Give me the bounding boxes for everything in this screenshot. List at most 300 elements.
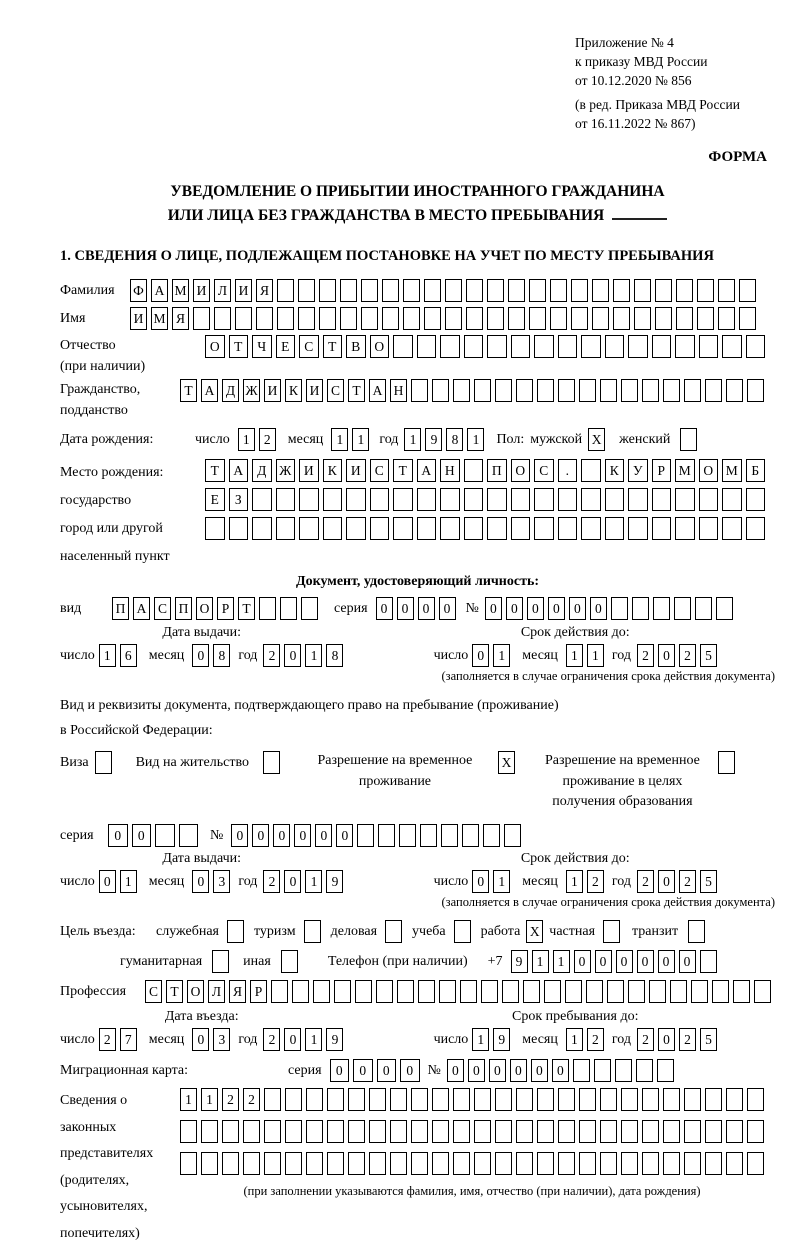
residence-expiry-year-box[interactable]: 2 [637, 870, 654, 893]
given-name-char-box[interactable] [424, 307, 441, 330]
representative-char-box[interactable] [558, 1120, 575, 1143]
entry-year-box[interactable]: 1 [305, 1028, 322, 1051]
birth-place-char-box[interactable] [628, 488, 648, 511]
birth-place-char-box[interactable] [487, 488, 507, 511]
birth-place-char-box[interactable] [511, 517, 531, 540]
surname-char-box[interactable] [382, 279, 399, 302]
profession-char-box[interactable] [376, 980, 393, 1003]
profession-char-box[interactable] [670, 980, 687, 1003]
representative-char-box[interactable] [600, 1120, 617, 1143]
birth-place-char-box[interactable]: У [628, 459, 648, 482]
representative-char-box[interactable] [537, 1120, 554, 1143]
entry-month-box[interactable]: 0 [192, 1028, 209, 1051]
citizenship-char-box[interactable] [516, 379, 533, 402]
birth-place-char-box[interactable] [252, 488, 272, 511]
doc-number-box[interactable] [716, 597, 733, 620]
birth-place-char-box[interactable]: С [534, 459, 554, 482]
given-name-char-box[interactable] [739, 307, 756, 330]
migration-series-box[interactable]: 0 [353, 1059, 373, 1082]
given-name-char-box[interactable] [676, 307, 693, 330]
migration-number-box[interactable]: 0 [489, 1059, 506, 1082]
residence-number-box[interactable]: 0 [336, 824, 353, 847]
given-name-char-box[interactable] [340, 307, 357, 330]
representative-char-box[interactable] [432, 1152, 449, 1175]
citizenship-char-box[interactable]: Т [180, 379, 197, 402]
citizenship-char-box[interactable]: Н [390, 379, 407, 402]
identity-issue-year-box[interactable]: 8 [326, 644, 343, 667]
birth-place-char-box[interactable] [346, 488, 366, 511]
representative-char-box[interactable] [726, 1152, 743, 1175]
birth-place-char-box[interactable] [628, 517, 648, 540]
profession-char-box[interactable] [481, 980, 498, 1003]
given-name-char-box[interactable] [361, 307, 378, 330]
representative-char-box[interactable] [684, 1152, 701, 1175]
surname-char-box[interactable] [592, 279, 609, 302]
given-name-char-box[interactable]: И [130, 307, 147, 330]
representative-char-box[interactable] [327, 1152, 344, 1175]
stay-month-box[interactable]: 1 [566, 1028, 583, 1051]
representative-char-box[interactable] [201, 1152, 218, 1175]
birth-place-char-box[interactable] [370, 517, 390, 540]
representative-char-box[interactable] [348, 1152, 365, 1175]
birth-place-char-box[interactable] [581, 488, 601, 511]
phone-digit-box[interactable]: 0 [658, 950, 675, 973]
residence-issue-year-box[interactable]: 9 [326, 870, 343, 893]
residence-issue-year-box[interactable]: 1 [305, 870, 322, 893]
migration-number-box[interactable] [573, 1059, 590, 1082]
citizenship-char-box[interactable] [453, 379, 470, 402]
birth-place-char-box[interactable] [722, 488, 742, 511]
representative-char-box[interactable] [453, 1152, 470, 1175]
purpose-transit-checkbox[interactable] [688, 920, 705, 943]
birth-place-char-box[interactable] [746, 488, 766, 511]
representative-char-box[interactable] [537, 1152, 554, 1175]
birth-place-char-box[interactable] [558, 517, 578, 540]
patronymic-char-box[interactable] [534, 335, 554, 358]
migration-series-box[interactable]: 0 [377, 1059, 397, 1082]
residence-number-box[interactable] [357, 824, 374, 847]
identity-expiry-year-box[interactable]: 2 [637, 644, 654, 667]
phone-digit-box[interactable]: 0 [637, 950, 654, 973]
birth-place-char-box[interactable] [299, 488, 319, 511]
birth-place-char-box[interactable] [323, 488, 343, 511]
residence-number-box[interactable] [504, 824, 521, 847]
patronymic-char-box[interactable]: В [346, 335, 366, 358]
profession-char-box[interactable] [334, 980, 351, 1003]
phone-digit-box[interactable]: 1 [553, 950, 570, 973]
patronymic-char-box[interactable] [722, 335, 742, 358]
purpose-work-checkbox[interactable]: X [526, 920, 543, 943]
birth-place-char-box[interactable]: Е [205, 488, 225, 511]
residence-number-box[interactable] [420, 824, 437, 847]
birth-place-char-box[interactable] [558, 488, 578, 511]
residence-number-box[interactable] [483, 824, 500, 847]
given-name-char-box[interactable] [634, 307, 651, 330]
birth-place-char-box[interactable]: М [722, 459, 742, 482]
representative-char-box[interactable] [327, 1088, 344, 1111]
patronymic-char-box[interactable] [699, 335, 719, 358]
identity-issue-year-box[interactable]: 2 [263, 644, 280, 667]
birth-place-char-box[interactable]: С [370, 459, 390, 482]
representative-char-box[interactable] [747, 1152, 764, 1175]
citizenship-char-box[interactable]: А [201, 379, 218, 402]
birth-place-char-box[interactable] [440, 488, 460, 511]
representative-char-box[interactable] [705, 1152, 722, 1175]
patronymic-char-box[interactable] [628, 335, 648, 358]
residence-expiry-year-box[interactable]: 5 [700, 870, 717, 893]
birth-day-box[interactable]: 2 [259, 428, 276, 451]
residence-number-box[interactable]: 0 [294, 824, 311, 847]
identity-issue-month-box[interactable]: 8 [213, 644, 230, 667]
birth-year-box[interactable]: 1 [404, 428, 421, 451]
surname-char-box[interactable]: И [193, 279, 210, 302]
migration-number-box[interactable] [594, 1059, 611, 1082]
citizenship-char-box[interactable]: Д [222, 379, 239, 402]
profession-char-box[interactable] [439, 980, 456, 1003]
identity-expiry-year-box[interactable]: 0 [658, 644, 675, 667]
representative-char-box[interactable] [537, 1088, 554, 1111]
representative-char-box[interactable] [285, 1088, 302, 1111]
given-name-char-box[interactable] [487, 307, 504, 330]
representative-char-box[interactable] [222, 1120, 239, 1143]
representative-char-box[interactable] [684, 1088, 701, 1111]
citizenship-char-box[interactable]: К [285, 379, 302, 402]
surname-char-box[interactable] [319, 279, 336, 302]
entry-year-box[interactable]: 0 [284, 1028, 301, 1051]
patronymic-char-box[interactable] [558, 335, 578, 358]
birth-place-char-box[interactable] [229, 517, 249, 540]
temp-permit-checkbox[interactable]: X [498, 751, 515, 774]
entry-year-box[interactable]: 2 [263, 1028, 280, 1051]
representative-char-box[interactable] [642, 1152, 659, 1175]
given-name-char-box[interactable] [613, 307, 630, 330]
birth-place-char-box[interactable]: М [675, 459, 695, 482]
residence-number-box[interactable]: 0 [315, 824, 332, 847]
doc-kind-char-box[interactable] [259, 597, 276, 620]
identity-issue-year-box[interactable]: 1 [305, 644, 322, 667]
surname-char-box[interactable] [634, 279, 651, 302]
profession-char-box[interactable] [733, 980, 750, 1003]
doc-series-box[interactable]: 0 [418, 597, 435, 620]
residence-expiry-day-box[interactable]: 0 [472, 870, 489, 893]
identity-expiry-day-box[interactable]: 0 [472, 644, 489, 667]
profession-char-box[interactable] [292, 980, 309, 1003]
representative-char-box[interactable]: 1 [201, 1088, 218, 1111]
birth-place-char-box[interactable] [276, 517, 296, 540]
phone-digit-box[interactable]: 0 [679, 950, 696, 973]
patronymic-char-box[interactable] [487, 335, 507, 358]
citizenship-char-box[interactable] [432, 379, 449, 402]
representative-char-box[interactable] [432, 1120, 449, 1143]
edu-permit-checkbox[interactable] [718, 751, 735, 774]
given-name-char-box[interactable] [508, 307, 525, 330]
representative-char-box[interactable] [453, 1088, 470, 1111]
migration-number-box[interactable]: 0 [510, 1059, 527, 1082]
representative-char-box[interactable] [621, 1152, 638, 1175]
residence-issue-day-box[interactable]: 0 [99, 870, 116, 893]
migration-number-box[interactable]: 0 [531, 1059, 548, 1082]
representative-char-box[interactable] [684, 1120, 701, 1143]
profession-char-box[interactable] [607, 980, 624, 1003]
patronymic-char-box[interactable]: Е [276, 335, 296, 358]
given-name-char-box[interactable] [529, 307, 546, 330]
phone-digit-box[interactable] [700, 950, 717, 973]
birth-place-char-box[interactable]: Ж [276, 459, 296, 482]
sex-female-checkbox[interactable] [680, 428, 697, 451]
surname-char-box[interactable]: Л [214, 279, 231, 302]
birth-month-box[interactable]: 1 [352, 428, 369, 451]
representative-char-box[interactable] [201, 1120, 218, 1143]
profession-char-box[interactable]: Р [250, 980, 267, 1003]
representative-char-box[interactable] [306, 1088, 323, 1111]
entry-day-box[interactable]: 7 [120, 1028, 137, 1051]
identity-issue-month-box[interactable]: 0 [192, 644, 209, 667]
doc-number-box[interactable] [695, 597, 712, 620]
residence-number-box[interactable] [441, 824, 458, 847]
profession-char-box[interactable] [565, 980, 582, 1003]
representative-char-box[interactable] [411, 1152, 428, 1175]
migration-series-box[interactable]: 0 [330, 1059, 350, 1082]
birth-place-char-box[interactable] [346, 517, 366, 540]
residence-number-box[interactable] [378, 824, 395, 847]
purpose-official-checkbox[interactable] [227, 920, 244, 943]
birth-place-char-box[interactable] [417, 488, 437, 511]
representative-char-box[interactable] [369, 1120, 386, 1143]
profession-char-box[interactable] [691, 980, 708, 1003]
citizenship-char-box[interactable]: И [306, 379, 323, 402]
residence-number-box[interactable]: 0 [273, 824, 290, 847]
residence-number-box[interactable]: 0 [252, 824, 269, 847]
birth-place-char-box[interactable] [464, 459, 484, 482]
doc-kind-char-box[interactable]: А [133, 597, 150, 620]
patronymic-char-box[interactable] [746, 335, 766, 358]
representative-char-box[interactable] [600, 1152, 617, 1175]
representative-char-box[interactable] [264, 1120, 281, 1143]
representative-char-box[interactable] [369, 1088, 386, 1111]
residence-issue-year-box[interactable]: 0 [284, 870, 301, 893]
phone-digit-box[interactable]: 0 [595, 950, 612, 973]
surname-char-box[interactable] [361, 279, 378, 302]
surname-char-box[interactable] [697, 279, 714, 302]
representative-char-box[interactable] [411, 1120, 428, 1143]
representative-char-box[interactable]: 1 [180, 1088, 197, 1111]
birth-place-char-box[interactable]: К [605, 459, 625, 482]
patronymic-char-box[interactable] [464, 335, 484, 358]
patronymic-char-box[interactable] [581, 335, 601, 358]
birth-place-char-box[interactable] [746, 517, 766, 540]
residence-series-box[interactable]: 0 [108, 824, 128, 847]
patronymic-char-box[interactable]: С [299, 335, 319, 358]
given-name-char-box[interactable] [550, 307, 567, 330]
representative-char-box[interactable] [516, 1088, 533, 1111]
purpose-other-checkbox[interactable] [281, 950, 298, 973]
citizenship-char-box[interactable] [747, 379, 764, 402]
profession-char-box[interactable] [523, 980, 540, 1003]
residence-issue-day-box[interactable]: 1 [120, 870, 137, 893]
birth-place-char-box[interactable] [605, 488, 625, 511]
residence-permit-checkbox[interactable] [263, 751, 280, 774]
given-name-char-box[interactable] [277, 307, 294, 330]
given-name-char-box[interactable] [718, 307, 735, 330]
purpose-tourism-checkbox[interactable] [304, 920, 321, 943]
birth-place-char-box[interactable] [534, 517, 554, 540]
given-name-char-box[interactable] [235, 307, 252, 330]
residence-issue-month-box[interactable]: 3 [213, 870, 230, 893]
profession-char-box[interactable] [712, 980, 729, 1003]
surname-char-box[interactable] [613, 279, 630, 302]
birth-place-char-box[interactable] [699, 488, 719, 511]
doc-kind-char-box[interactable] [301, 597, 318, 620]
profession-char-box[interactable]: Я [229, 980, 246, 1003]
surname-char-box[interactable]: И [235, 279, 252, 302]
profession-char-box[interactable]: Т [166, 980, 183, 1003]
citizenship-char-box[interactable] [474, 379, 491, 402]
given-name-char-box[interactable] [256, 307, 273, 330]
birth-year-box[interactable]: 8 [446, 428, 463, 451]
doc-number-box[interactable]: 0 [548, 597, 565, 620]
surname-char-box[interactable] [529, 279, 546, 302]
profession-char-box[interactable] [313, 980, 330, 1003]
birth-place-char-box[interactable] [323, 517, 343, 540]
residence-issue-year-box[interactable]: 2 [263, 870, 280, 893]
doc-kind-char-box[interactable]: Р [217, 597, 234, 620]
representative-char-box[interactable] [663, 1088, 680, 1111]
representative-char-box[interactable]: 2 [243, 1088, 260, 1111]
given-name-char-box[interactable]: М [151, 307, 168, 330]
citizenship-char-box[interactable] [621, 379, 638, 402]
profession-char-box[interactable] [502, 980, 519, 1003]
representative-char-box[interactable] [621, 1088, 638, 1111]
sex-male-checkbox[interactable]: X [588, 428, 605, 451]
representative-char-box[interactable] [663, 1152, 680, 1175]
representative-char-box[interactable]: 2 [222, 1088, 239, 1111]
given-name-char-box[interactable] [214, 307, 231, 330]
given-name-char-box[interactable] [655, 307, 672, 330]
surname-char-box[interactable] [277, 279, 294, 302]
birth-place-char-box[interactable] [722, 517, 742, 540]
doc-number-box[interactable] [653, 597, 670, 620]
migration-number-box[interactable] [615, 1059, 632, 1082]
given-name-char-box[interactable] [382, 307, 399, 330]
identity-issue-day-box[interactable]: 1 [99, 644, 116, 667]
representative-char-box[interactable] [558, 1088, 575, 1111]
residence-expiry-year-box[interactable]: 0 [658, 870, 675, 893]
identity-expiry-year-box[interactable]: 2 [679, 644, 696, 667]
birth-year-box[interactable]: 1 [467, 428, 484, 451]
representative-char-box[interactable] [705, 1088, 722, 1111]
residence-number-box[interactable] [462, 824, 479, 847]
profession-char-box[interactable] [271, 980, 288, 1003]
birth-place-char-box[interactable] [652, 488, 672, 511]
profession-char-box[interactable] [355, 980, 372, 1003]
birth-place-char-box[interactable] [487, 517, 507, 540]
citizenship-char-box[interactable] [642, 379, 659, 402]
surname-char-box[interactable] [655, 279, 672, 302]
patronymic-char-box[interactable] [417, 335, 437, 358]
birth-place-char-box[interactable]: А [417, 459, 437, 482]
birth-place-char-box[interactable] [440, 517, 460, 540]
representative-char-box[interactable] [642, 1120, 659, 1143]
doc-number-box[interactable]: 0 [590, 597, 607, 620]
citizenship-char-box[interactable] [579, 379, 596, 402]
phone-digit-box[interactable]: 0 [574, 950, 591, 973]
patronymic-char-box[interactable]: О [370, 335, 390, 358]
representative-char-box[interactable] [243, 1120, 260, 1143]
stay-year-box[interactable]: 5 [700, 1028, 717, 1051]
profession-char-box[interactable]: Л [208, 980, 225, 1003]
patronymic-char-box[interactable] [605, 335, 625, 358]
citizenship-char-box[interactable] [663, 379, 680, 402]
phone-digit-box[interactable]: 0 [616, 950, 633, 973]
residence-series-box[interactable] [155, 824, 175, 847]
profession-char-box[interactable] [544, 980, 561, 1003]
surname-char-box[interactable] [571, 279, 588, 302]
representative-char-box[interactable] [579, 1152, 596, 1175]
doc-series-box[interactable]: 0 [397, 597, 414, 620]
representative-char-box[interactable] [432, 1088, 449, 1111]
doc-number-box[interactable]: 0 [569, 597, 586, 620]
migration-number-box[interactable] [657, 1059, 674, 1082]
entry-month-box[interactable]: 3 [213, 1028, 230, 1051]
residence-series-box[interactable] [179, 824, 199, 847]
residence-expiry-year-box[interactable]: 2 [679, 870, 696, 893]
representative-char-box[interactable] [621, 1120, 638, 1143]
surname-char-box[interactable] [718, 279, 735, 302]
representative-char-box[interactable] [600, 1088, 617, 1111]
representative-char-box[interactable] [243, 1152, 260, 1175]
patronymic-char-box[interactable] [440, 335, 460, 358]
birth-place-char-box[interactable]: И [299, 459, 319, 482]
stay-day-box[interactable]: 9 [493, 1028, 510, 1051]
profession-char-box[interactable] [586, 980, 603, 1003]
representative-char-box[interactable] [390, 1152, 407, 1175]
birth-place-char-box[interactable]: Т [393, 459, 413, 482]
representative-char-box[interactable] [726, 1088, 743, 1111]
birth-place-char-box[interactable] [699, 517, 719, 540]
birth-place-char-box[interactable]: А [229, 459, 249, 482]
migration-number-box[interactable] [636, 1059, 653, 1082]
representative-char-box[interactable] [663, 1120, 680, 1143]
doc-series-box[interactable]: 0 [439, 597, 456, 620]
residence-number-box[interactable]: 0 [231, 824, 248, 847]
stay-year-box[interactable]: 2 [637, 1028, 654, 1051]
representative-char-box[interactable] [516, 1152, 533, 1175]
representative-char-box[interactable] [264, 1152, 281, 1175]
birth-place-char-box[interactable]: . [558, 459, 578, 482]
identity-issue-year-box[interactable]: 0 [284, 644, 301, 667]
visa-checkbox[interactable] [95, 751, 112, 774]
patronymic-char-box[interactable] [652, 335, 672, 358]
doc-kind-char-box[interactable]: Т [238, 597, 255, 620]
doc-number-box[interactable]: 0 [527, 597, 544, 620]
citizenship-char-box[interactable] [726, 379, 743, 402]
citizenship-char-box[interactable]: С [327, 379, 344, 402]
representative-char-box[interactable] [369, 1152, 386, 1175]
birth-place-char-box[interactable]: О [511, 459, 531, 482]
identity-expiry-day-box[interactable]: 1 [493, 644, 510, 667]
citizenship-char-box[interactable] [705, 379, 722, 402]
profession-char-box[interactable]: О [187, 980, 204, 1003]
doc-number-box[interactable]: 0 [485, 597, 502, 620]
residence-expiry-day-box[interactable]: 1 [493, 870, 510, 893]
stay-month-box[interactable]: 2 [587, 1028, 604, 1051]
birth-place-char-box[interactable]: О [699, 459, 719, 482]
given-name-char-box[interactable] [445, 307, 462, 330]
representative-char-box[interactable] [516, 1120, 533, 1143]
surname-char-box[interactable]: Я [256, 279, 273, 302]
patronymic-char-box[interactable]: Т [229, 335, 249, 358]
phone-digit-box[interactable]: 1 [532, 950, 549, 973]
